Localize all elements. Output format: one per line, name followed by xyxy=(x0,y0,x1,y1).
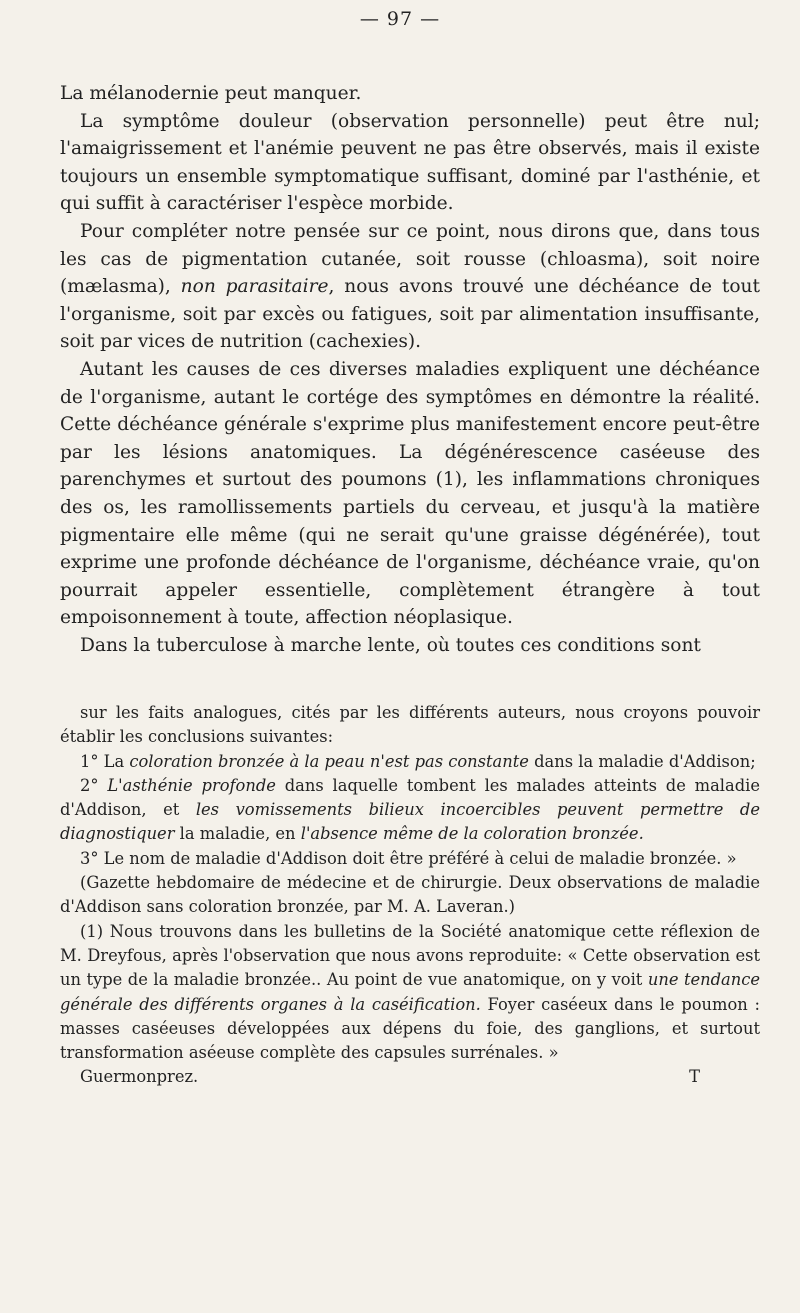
conclusion-1 xyxy=(60,750,760,774)
conclusion-2-text-1: dans laquelle tombent les malades atteints de maladie d'Addison, et xyxy=(60,775,760,820)
note-continuation-text: sur les faits analogues, cités par les différents auteurs, nous croyons pouvoir établir les conclusions suivantes: xyxy=(60,703,760,747)
paragraph-5-text: Dans la tuberculose à marche lente, où toutes ces conditions sont xyxy=(80,634,701,656)
signature: Guermonprez. xyxy=(80,1067,199,1087)
paragraph-3-text-a: Pour compléter notre pensée sur ce point, nous dirons que, dans tous les cas de pigmentation cutanée, soit rousse (chloasma), soit noire (mælasma), xyxy=(60,220,760,298)
conclusion-2 xyxy=(60,774,760,847)
conclusion-2-emphasis-1: L'asthénie profonde xyxy=(107,775,276,795)
paragraph-4 xyxy=(60,356,760,632)
conclusion-3 xyxy=(60,847,760,871)
paragraph-3-emphasis: non parasitaire xyxy=(180,276,329,298)
footnote-1-text-a: (1) Nous trouvons dans les bulletins de la Société anatomique cette réflexion de M. Dreyfous, après l'observation que nous avons reproduite: « Cette observation est un type de la maladie bronzée.. Au point de vue anatomique, on y voit xyxy=(60,921,760,990)
citation xyxy=(60,871,760,920)
paragraph-2-text: La symptôme douleur (observation personnelle) peut être nul; l'amaigrissement et l'anémie peuvent ne pas être observés, mais il existe toujours un ensemble symptomatique suffisant, dominé par l'asthénie, et qui suffit à caractériser l'espèce morbide. xyxy=(60,110,760,215)
conclusion-2-emphasis-2: les vomissements bilieux incoercibles peuvent permettre de diagnostiquer xyxy=(60,800,760,844)
footnote-1-text-b: Foyer caséeux dans le poumon : masses caséeuses développées aux dépens du foie, des ganglions, et surtout transformation aséeuse complète des capsules surrénales. » xyxy=(60,994,761,1063)
conclusion-1-number: 1° La xyxy=(80,751,130,771)
conclusion-1-text: dans la maladie d'Addison; xyxy=(528,751,756,771)
paragraph-3-text-b: , nous avons trouvé une déchéance de tout l'organisme, soit par excès ou fatigues, soit par alimentation insuffisante, soit par vices de nutrition (cachexies). xyxy=(60,276,760,353)
paragraph-1-text: La mélanodernie peut manquer. xyxy=(60,83,362,104)
footnote-1-emphasis: une tendance générale des différents organes à la caséification. xyxy=(60,970,760,1014)
paragraph-3 xyxy=(60,218,760,356)
main-text xyxy=(60,80,760,659)
conclusion-1-emphasis: coloration bronzée à la peau n'est pas constante xyxy=(129,751,529,771)
conclusion-3-text: 3° Le nom de maladie d'Addison doit être préféré à celui de maladie bronzée. » xyxy=(80,848,737,868)
paragraph-2 xyxy=(60,108,760,218)
signature-mark: T xyxy=(689,1067,700,1087)
conclusion-2-text-2: la maladie, en xyxy=(174,824,301,844)
paragraph-4-text: Autant les causes de ces diverses maladies expliquent une déchéance de l'organisme, autant le cortége des symptômes en démontre la réalité. Cette déchéance générale s'exprime plus manifestement encore peut-être par les lésions anatomiques. La dégénérescence caséeuse des parenchymes et surtout des poumons (1), les inflammations chroniques des os, les ramollissements partiels du cerveau, et jusqu'à la matière pigmentaire elle même (qui ne serait qu'une graisse dégénérée), tout exprime une profonde déchéance de l'organisme, déchéance vraie, qu'on pourrait appeler essentielle, complètement étrangère à tout empoisonnement à toute, affection néoplasique. xyxy=(60,358,760,629)
conclusion-2-number: 2° xyxy=(80,775,108,795)
footnote-1 xyxy=(60,920,760,1066)
paragraph-5 xyxy=(60,632,760,660)
note-continuation xyxy=(60,701,760,750)
citation-text: (Gazette hebdomaire de médecine et de chirurgie. Deux observations de maladie d'Addison sans coloration bronzée, par M. A. Laveran.) xyxy=(60,873,760,917)
page-number: — 97 — xyxy=(359,8,441,30)
paragraph-1 xyxy=(60,80,760,108)
signature-line xyxy=(60,1065,760,1089)
conclusion-2-emphasis-3: l'absence même de la coloration bronzée. xyxy=(300,824,644,844)
footnotes xyxy=(60,701,760,1090)
